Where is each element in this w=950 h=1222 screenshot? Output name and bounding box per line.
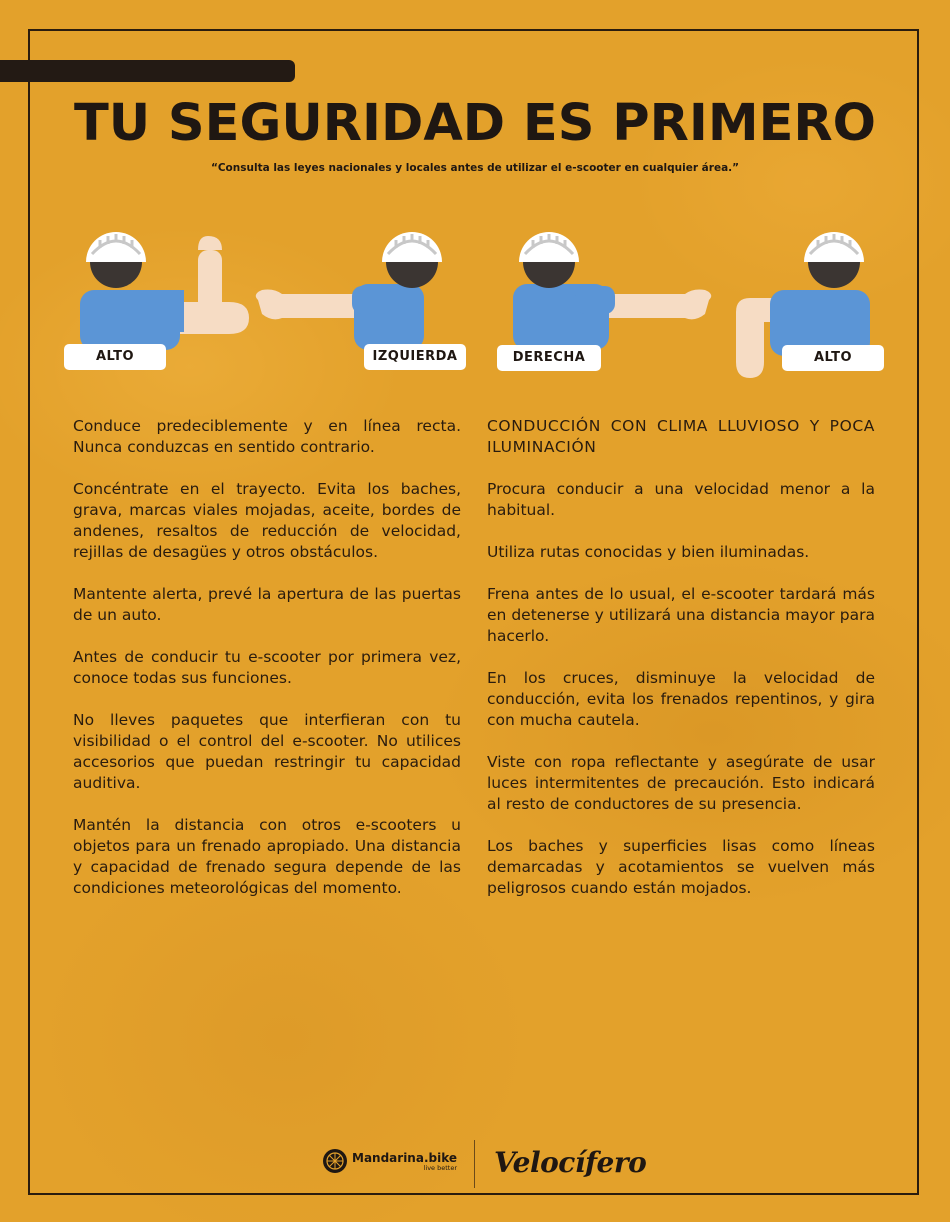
mandarina-logo (322, 1148, 457, 1174)
signal-label-left: IZQUIERDA (364, 344, 466, 370)
page-title: TU SEGURIDAD ES PRIMERO (73, 94, 877, 153)
section-heading: CONDUCCIÓN CON CLIMA LLUVIOSO Y POCA ILUMINACIÓN (487, 417, 875, 456)
tip-paragraph: Concéntrate en el trayecto. Evita los baches, grava, marcas viales mojadas, aceite, bordes de andenes, resaltos de reducción de velocidad, rejillas de desagües y otros obstáculos. (73, 480, 461, 561)
safety-tips-left-column (73, 416, 461, 920)
signal-label-stop-2: ALTO (782, 345, 884, 371)
tip-paragraph: Viste con ropa reflectante y asegúrate de usar luces intermitentes de precaución. Esto indicará al resto de conductores de su presencia. (487, 753, 875, 813)
tip-paragraph: Los baches y superficies lisas como líneas demarcadas y acotamientos se vuelven más peligrosos cuando están mojados. (487, 837, 875, 897)
mandarina-tagline: live better (423, 1163, 457, 1172)
cyclist-signal-left-figure (252, 220, 462, 350)
accent-bar (0, 60, 295, 82)
tip-paragraph: Conduce predeciblemente y en línea recta. Nunca conduzcas en sentido contrario. (73, 417, 461, 456)
page-subtitle: “Consulta las leyes nacionales y locales antes de utilizar el e-scooter en cualquier área.” (210, 162, 740, 174)
cyclist-signal-stop-figure (78, 220, 258, 350)
footer-divider (474, 1140, 475, 1188)
tip-paragraph: Procura conducir a una velocidad menor a la habitual. (487, 480, 875, 519)
tip-paragraph: Antes de conducir tu e-scooter por primera vez, conoce todas sus funciones. (73, 648, 461, 687)
tip-paragraph: Mantén la distancia con otros e-scooters u objetos para un frenado apropiado. Una distancia y capacidad de frenado segura depende de las condiciones meteorológicas del momento. (73, 816, 461, 897)
tip-paragraph: Utiliza rutas conocidas y bien iluminadas. (487, 543, 810, 561)
signal-label-right: DERECHA (497, 345, 601, 371)
tip-paragraph: Frena antes de lo usual, el e-scooter tardará más en detenerse y utilizará una distancia mayor para hacerlo. (487, 585, 875, 645)
cyclist-signal-right-figure (505, 220, 715, 350)
velocifero-logo: Velocífero (494, 1146, 647, 1179)
tip-paragraph: No lleves paquetes que interfieran con tu visibilidad o el control del e-scooter. No utilices accesorios que puedan restringir tu capacidad auditiva. (73, 711, 461, 792)
tip-paragraph: En los cruces, disminuye la velocidad de conducción, evita los frenados repentinos, y gira con mucha cautela. (487, 669, 875, 729)
rain-tips-right-column (487, 416, 875, 920)
tip-paragraph: Mantente alerta, prevé la apertura de las puertas de un auto. (73, 585, 461, 624)
orange-slice-icon (322, 1148, 348, 1174)
mandarina-brand-name: Mandarina.bike (352, 1150, 457, 1165)
signal-label-stop: ALTO (64, 344, 166, 370)
